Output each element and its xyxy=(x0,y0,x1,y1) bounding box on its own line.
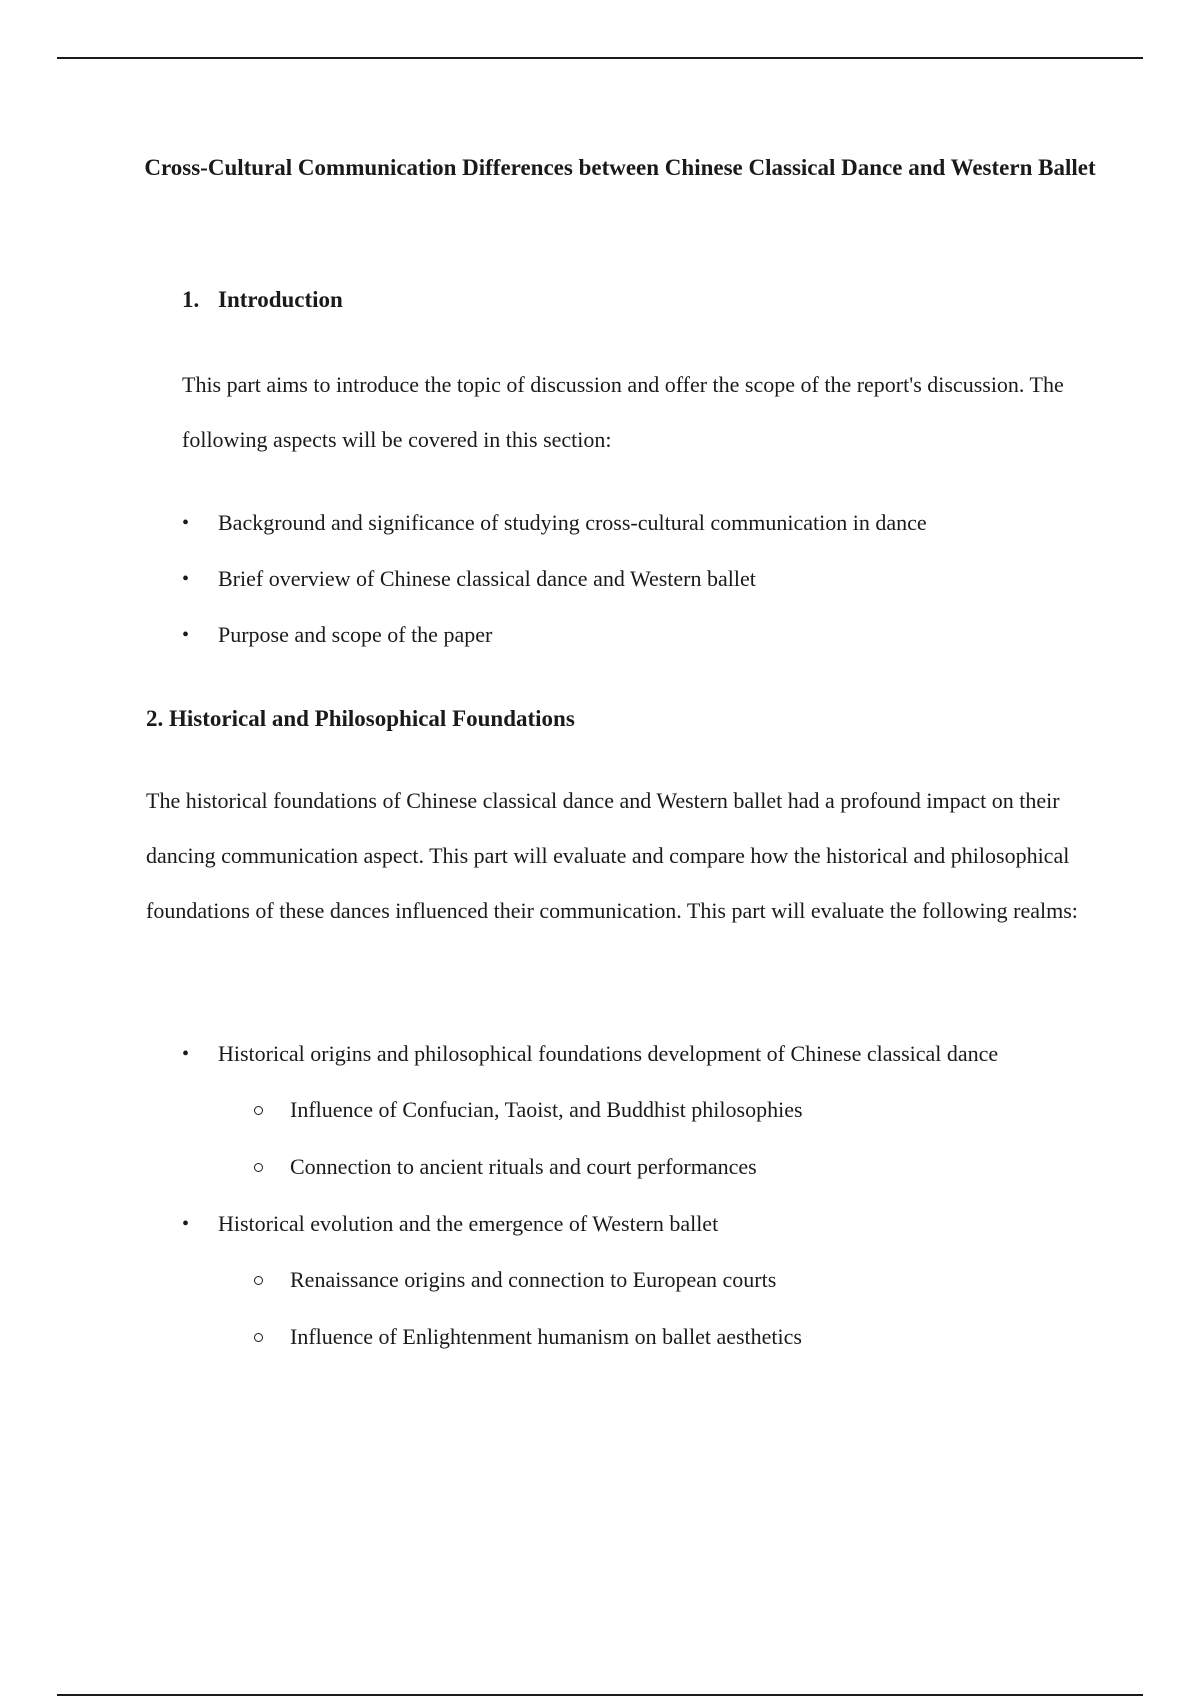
introduction-paragraph: This part aims to introduce the topic of discussion and offer the scope of the report's discussion. The following aspects will be covered in this section: xyxy=(182,372,1064,452)
list-item-text: Historical origins and philosophical foundations development of Chinese classical dance xyxy=(218,1041,999,1066)
list-item-text: Background and significance of studying cross-cultural communication in dance xyxy=(218,510,927,535)
list-item xyxy=(182,506,927,562)
sub-list-item xyxy=(182,1320,998,1377)
sub-list-container xyxy=(182,1263,998,1377)
list-item-text: Purpose and scope of the paper xyxy=(218,622,493,647)
sub-list-item xyxy=(182,1263,998,1320)
introduction-heading-text: Introduction xyxy=(218,287,343,312)
document-title: Cross-Cultural Communication Differences between Chinese Classical Dance and Western Ballet xyxy=(144,155,1096,180)
sub-list-item-text: Influence of Confucian, Taoist, and Buddhist philosophies xyxy=(290,1097,803,1122)
hollow-circle-bullet-icon xyxy=(254,1163,263,1172)
bullet-icon: • xyxy=(182,1043,190,1065)
hollow-circle-bullet-icon xyxy=(254,1333,263,1342)
bullet-icon: • xyxy=(182,1213,190,1235)
sub-list-item xyxy=(182,1150,998,1207)
sub-list xyxy=(218,1263,998,1377)
list-item xyxy=(182,618,927,674)
sub-list-container xyxy=(182,1093,998,1207)
historical-bullet-list xyxy=(182,1037,998,1377)
list-item-text: Historical evolution and the emergence of Western ballet xyxy=(218,1211,719,1236)
list-item xyxy=(182,1207,998,1263)
sub-list-item-text: Renaissance origins and connection to European courts xyxy=(290,1267,777,1292)
hollow-circle-bullet-icon xyxy=(254,1276,263,1285)
introduction-number: 1. xyxy=(182,287,200,312)
sub-list-item xyxy=(182,1093,998,1150)
bottom-rule xyxy=(57,1694,1143,1696)
top-rule xyxy=(57,57,1143,59)
sub-list-item-text: Influence of Enlightenment humanism on ballet aesthetics xyxy=(290,1324,802,1349)
sub-list xyxy=(218,1093,998,1207)
introduction-bullet-list xyxy=(182,506,927,674)
historical-heading: 2. Historical and Philosophical Foundations xyxy=(146,706,575,731)
list-item-text: Brief overview of Chinese classical dance and Western ballet xyxy=(218,566,756,591)
bullet-icon: • xyxy=(182,568,190,590)
hollow-circle-bullet-icon xyxy=(254,1106,263,1115)
historical-paragraph: The historical foundations of Chinese classical dance and Western ballet had a profound impact on their dancing communication aspect. This part will evaluate and compare how the historical and philosophical foundations of these dances influenced their communication. This part will evaluate the following realms: xyxy=(146,788,1078,923)
list-item xyxy=(182,562,927,618)
bullet-icon: • xyxy=(182,512,190,534)
introduction-heading xyxy=(182,284,343,316)
sub-list-item-text: Connection to ancient rituals and court performances xyxy=(290,1154,757,1179)
list-item xyxy=(182,1037,998,1093)
bullet-icon: • xyxy=(182,624,190,646)
